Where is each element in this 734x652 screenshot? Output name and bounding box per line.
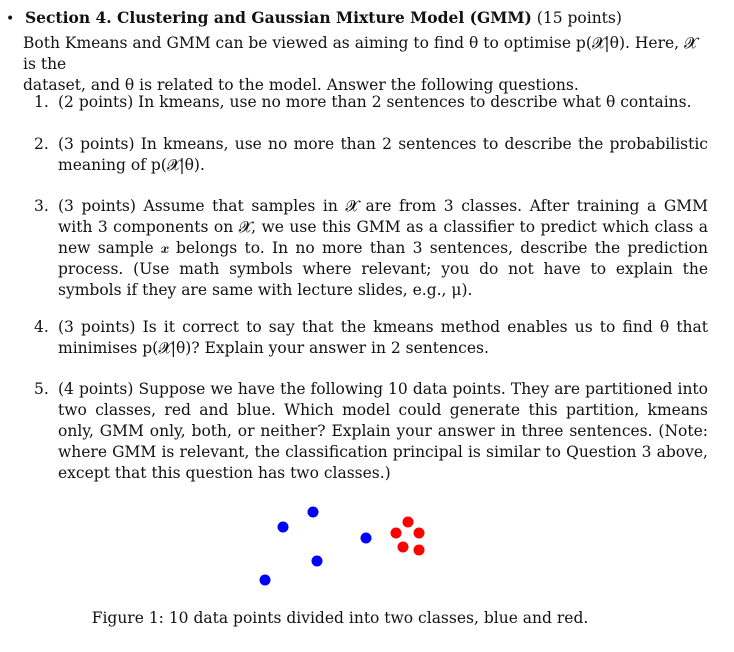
blue-point bbox=[260, 575, 271, 586]
blue-points bbox=[260, 507, 372, 586]
question-number: 2. bbox=[34, 135, 49, 153]
question-3 bbox=[34, 196, 708, 301]
blue-point bbox=[361, 533, 372, 544]
red-point bbox=[391, 528, 402, 539]
red-point bbox=[403, 517, 414, 528]
section-points: (15 points) bbox=[536, 9, 622, 27]
section-bullet: • bbox=[6, 11, 15, 27]
question-text: (3 points) Is it correct to say that the kmeans method enables us to find θ that minimises p(𝓧|θ)? Explain your answer in 2 sentences. bbox=[58, 318, 708, 357]
blue-point bbox=[312, 556, 323, 567]
data-points-figure bbox=[250, 500, 440, 592]
question-text: (4 points) Suppose we have the following 10 data points. They are partitioned into two classes, red and blue. Which model could generate this partition, kmeans only, GMM only, both, or neither? Explain your answer in three sentences. (Note: where GMM is relevant, the classification principal is similar to Question 3 above, except that this question has two classes.) bbox=[58, 380, 708, 482]
red-point bbox=[414, 528, 425, 539]
question-text: (2 points) In kmeans, use no more than 2 sentences to describe what θ contains. bbox=[58, 93, 692, 111]
red-point bbox=[398, 542, 409, 553]
question-5 bbox=[34, 379, 708, 484]
question-4 bbox=[34, 317, 708, 359]
intro-line-1: Both Kmeans and GMM can be viewed as aiming to find θ to optimise p(𝓧|θ). Here, 𝓧 is the bbox=[23, 34, 697, 73]
question-2 bbox=[34, 134, 708, 176]
question-number: 5. bbox=[34, 380, 49, 398]
red-points bbox=[391, 517, 425, 556]
question-number: 3. bbox=[34, 197, 49, 215]
question-number: 4. bbox=[34, 318, 49, 336]
section-title: Section 4. Clustering and Gaussian Mixture Model (GMM) bbox=[24, 8, 532, 27]
question-1 bbox=[34, 92, 708, 113]
blue-point bbox=[308, 507, 319, 518]
figure-caption: Figure 1: 10 data points divided into two classes, blue and red. bbox=[91, 609, 589, 627]
intro-line-2: dataset, and θ is related to the model. Answer the following questions. bbox=[23, 76, 579, 94]
question-text: (3 points) Assume that samples in 𝓧 are from 3 classes. After training a GMM with 3 components on 𝓧, we use this GMM as a classifier to predict which class a new sample 𝒙 belongs to. In no more than 3 sentences, describe the prediction process. (Use math symbols where relevant; you do not have to explain the symbols if they are same with lecture slides, e.g., μ). bbox=[58, 197, 708, 299]
question-number: 1. bbox=[34, 93, 49, 111]
blue-point bbox=[278, 522, 289, 533]
section-heading bbox=[6, 8, 716, 29]
question-text: (3 points) In kmeans, use no more than 2 sentences to describe the probabilistic meaning of p(𝓧|θ). bbox=[58, 135, 708, 174]
red-point bbox=[414, 545, 425, 556]
intro-paragraph bbox=[23, 33, 705, 96]
